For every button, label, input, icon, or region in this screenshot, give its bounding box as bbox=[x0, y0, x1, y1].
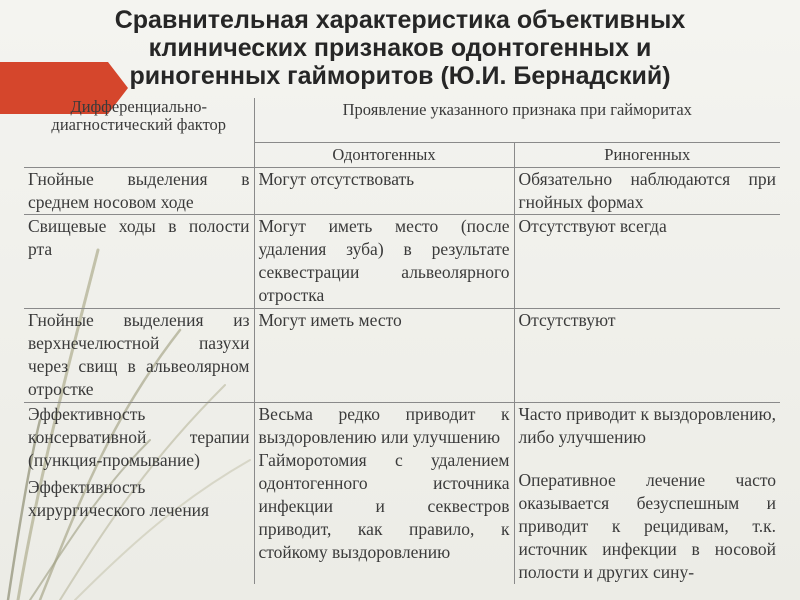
table-header-row bbox=[24, 98, 780, 142]
row-rhinogenic: Часто приводит к выздоровлению, либо улучшению bbox=[518, 403, 777, 447]
row-factor-group bbox=[24, 402, 254, 584]
header-manifestation: Проявление указанного признака при гайморитах bbox=[254, 98, 780, 142]
row-odontogenic: Гайморотомия с удалением одонтогенного источника инфекции и секвестров приводит, как правило, к стойкому выздоровлению bbox=[258, 449, 510, 562]
comparison-table bbox=[24, 98, 780, 584]
row-odontogenic-group bbox=[254, 402, 514, 584]
table-row bbox=[24, 308, 780, 402]
table-row bbox=[24, 402, 780, 584]
header-rhinogenic: Риногенных bbox=[514, 142, 780, 167]
slide-title: Сравнительная характеристика объективных клинических признаков одонтогенных и риногенных гайморитов (Ю.И. Бернадский) bbox=[114, 6, 686, 90]
header-odontogenic: Одонтогенных bbox=[254, 142, 514, 167]
row-odontogenic: Могут иметь место (после удаления зуба) в результате секвестрации альвеолярного отростка bbox=[254, 214, 514, 308]
table-row bbox=[24, 167, 780, 214]
row-odontogenic: Весьма редко приводит к выздоровлению или улучшению bbox=[258, 403, 510, 447]
row-factor: Гнойные выделения в среднем носовом ходе bbox=[24, 167, 254, 214]
header-factor: Дифференциально- диагностический фактор bbox=[24, 98, 254, 167]
row-rhinogenic-group bbox=[514, 402, 780, 584]
row-rhinogenic: Обязательно наблюдаются при гнойных формах bbox=[514, 167, 780, 214]
row-factor: Эффективность консервативной терапии (пункция-промывание) bbox=[28, 403, 250, 470]
row-factor: Эффективность хирургического лечения bbox=[28, 476, 210, 520]
row-factor: Свищевые ходы в полости рта bbox=[24, 214, 254, 308]
table-row bbox=[24, 214, 780, 308]
row-odontogenic: Могут иметь место bbox=[254, 308, 514, 402]
row-rhinogenic: Отсутствуют bbox=[514, 308, 780, 402]
row-odontogenic: Могут отсутствовать bbox=[254, 167, 514, 214]
row-rhinogenic: Отсутствуют всегда bbox=[514, 214, 780, 308]
row-factor: Гнойные выделения из верхнечелюстной пазухи через свищ в альвеолярном отростке bbox=[24, 308, 254, 402]
row-rhinogenic: Оперативное лечение часто оказывается безуспешным и приводит к рецидивам, т.к. источник инфекции в носовой полости и других сину- bbox=[518, 469, 777, 582]
